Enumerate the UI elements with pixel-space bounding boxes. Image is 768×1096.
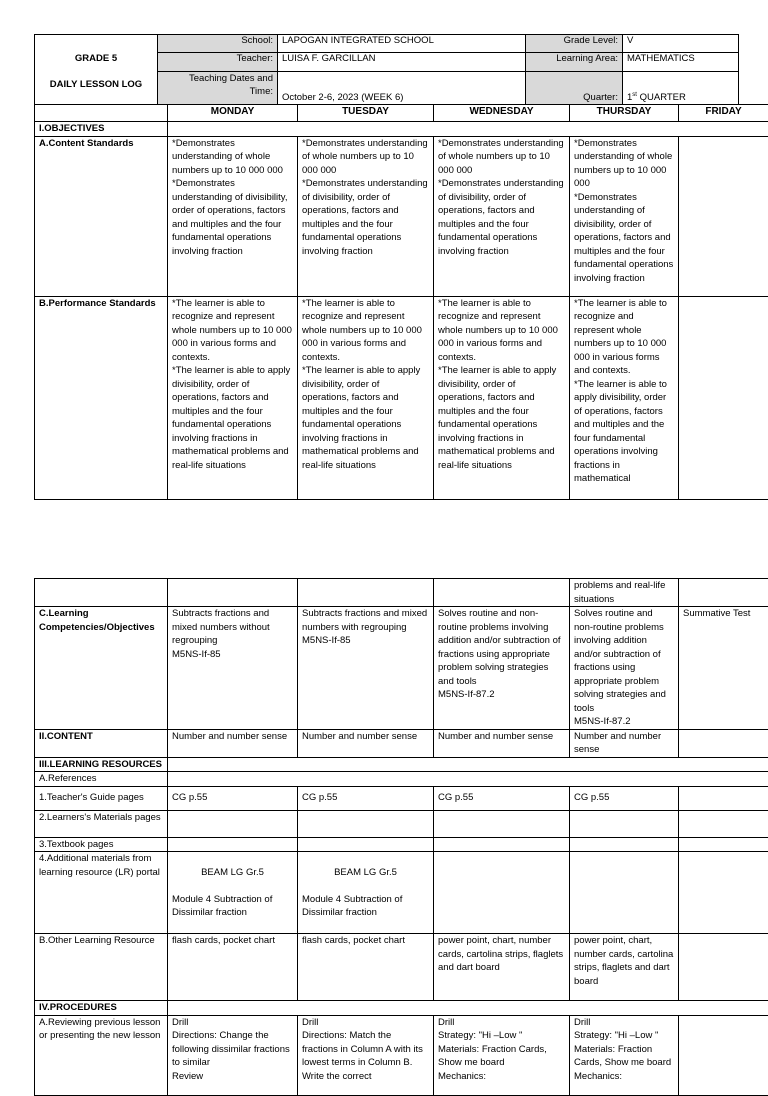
lesson-table-page1	[34, 104, 768, 500]
beam-title-monday: BEAM LG Gr.5	[172, 866, 293, 880]
performance-standards-thursday: *The learner is able to recognize and represent whole numbers up to 10 000 000 in various forms and contexts. *The learner is able to apply divisibility, order of operations, factors and multiples and the four fundamental operations involving fractions in mathematical	[570, 296, 679, 499]
other-resources-label: B.Other Learning Resource	[35, 934, 168, 1001]
additional-materials-wednesday	[434, 852, 570, 934]
reviewing-friday	[679, 1015, 768, 1095]
content-standards-row	[35, 136, 768, 296]
quarter-number: 1	[627, 92, 632, 103]
content-row	[35, 729, 768, 757]
quarter-value	[623, 71, 739, 104]
quarter-text: QUARTER	[637, 92, 686, 103]
reviewing-label: A.Reviewing previous lesson or presenting the new lesson	[35, 1015, 168, 1095]
procedures-heading: IV.PROCEDURES	[35, 1001, 168, 1016]
additional-materials-label: 4.Additional materials from learning resource (LR) portal	[35, 852, 168, 934]
teacher-value: LUISA F. GARCILLAN	[278, 53, 526, 71]
quarter-label: Quarter:	[526, 71, 623, 104]
teachers-guide-label: 1.Teacher's Guide pages	[35, 786, 168, 810]
dates-label: Teaching Dates and Time:	[158, 71, 278, 104]
additional-materials-row	[35, 852, 768, 934]
competencies-tuesday: Subtracts fractions and mixed numbers with regrouping M5NS-If-85	[298, 607, 434, 730]
carry-over-thursday: problems and real-life situations	[570, 579, 679, 607]
day-friday: FRIDAY	[679, 105, 768, 122]
day-header-row	[35, 105, 768, 122]
learners-materials-row	[35, 810, 768, 837]
content-label: II.CONTENT	[35, 729, 168, 757]
day-thursday: THURSDAY	[570, 105, 679, 122]
grade-level-label: Grade Level:	[526, 35, 623, 53]
reviewing-row	[35, 1015, 768, 1095]
references-heading: A.References	[35, 772, 168, 787]
content-standards-monday: *Demonstrates understanding of whole numbers up to 10 000 000 *Demonstrates understanding of divisibility, order of operations, factors and multiples and the four fundamental operations involving fraction	[168, 136, 298, 296]
carry-over-tuesday	[298, 579, 434, 607]
learners-materials-label: 2.Learners's Materials pages	[35, 810, 168, 837]
content-wednesday: Number and number sense	[434, 729, 570, 757]
objectives-heading: I.OBJECTIVES	[35, 122, 168, 137]
content-standards-tuesday: *Demonstrates understanding of whole numbers up to 10 000 000 *Demonstrates understanding of divisibility, order of operations, factors and multiples and the four fundamental operations involving fraction	[298, 136, 434, 296]
teachers-guide-row	[35, 786, 768, 810]
reviewing-thursday: Drill Strategy: "Hi –Low " Materials: Fraction Cards, Show me board Mechanics:	[570, 1015, 679, 1095]
performance-standards-row	[35, 296, 768, 499]
teachers-guide-friday	[679, 786, 768, 810]
content-thursday: Number and number sense	[570, 729, 679, 757]
lesson-table-page2	[34, 578, 768, 1096]
textbook-row	[35, 837, 768, 852]
other-resources-row	[35, 934, 768, 1001]
carry-over-wednesday	[434, 579, 570, 607]
quarter-suffix: st	[632, 92, 637, 98]
learning-area-label: Learning Area:	[526, 53, 623, 71]
other-resources-thursday: power point, chart, number cards, cartolina strips, flaglets and dart board	[570, 934, 679, 1001]
performance-standards-wednesday: *The learner is able to recognize and represent whole numbers up to 10 000 000 in various forms and contexts. *The learner is able to apply divisibility, order of operations, factors and multiples and the four fundamental operations involving fractions in mathematical problems and real-life situations	[434, 296, 570, 499]
teachers-guide-wednesday: CG p.55	[434, 786, 570, 810]
module-monday: Module 4 Subtraction of Dissimilar fraction	[172, 893, 293, 920]
day-wednesday: WEDNESDAY	[434, 105, 570, 122]
day-monday: MONDAY	[168, 105, 298, 122]
teachers-guide-monday: CG p.55	[168, 786, 298, 810]
content-standards-thursday: *Demonstrates understanding of whole numbers up to 10 000 000 *Demonstrates understanding of divisibility, order of operations, factors and multiples and the four fundamental operations involving fraction	[570, 136, 679, 296]
competencies-thursday: Solves routine and non-routine problems involving addition and/or subtraction of fractions using appropriate problem solving strategies and tools M5NS-If-87.2	[570, 607, 679, 730]
competencies-wednesday: Solves routine and non-routine problems involving addition and/or subtraction of fractions using appropriate problem solving strategies and tools M5NS-If-87.2	[434, 607, 570, 730]
content-standards-wednesday: *Demonstrates understanding of whole numbers up to 10 000 000 *Demonstrates understanding of divisibility, order of operations, factors and multiples and the four fundamental operations involving fraction	[434, 136, 570, 296]
teachers-guide-thursday: CG p.55	[570, 786, 679, 810]
learning-area-value: MATHEMATICS	[623, 53, 739, 71]
performance-standards-monday: *The learner is able to recognize and represent whole numbers up to 10 000 000 in various forms and contexts. *The learner is able to apply divisibility, order of operations, factors and multiples and the four fundamental operations involving fractions in mathematical problems and real-life situations	[168, 296, 298, 499]
reviewing-tuesday: Drill Directions: Match the fractions in Column A with its lowest terms in Column B. Write the correct	[298, 1015, 434, 1095]
content-standards-friday	[679, 136, 768, 296]
content-tuesday: Number and number sense	[298, 729, 434, 757]
grade-level-value: V	[623, 35, 739, 53]
other-resources-friday	[679, 934, 768, 1001]
beam-title-tuesday: BEAM LG Gr.5	[302, 866, 429, 880]
content-monday: Number and number sense	[168, 729, 298, 757]
content-standards-label: A.Content Standards	[35, 136, 168, 296]
carry-over-friday	[679, 579, 768, 607]
other-resources-monday: flash cards, pocket chart	[168, 934, 298, 1001]
teachers-guide-tuesday: CG p.55	[298, 786, 434, 810]
competencies-row	[35, 607, 768, 730]
reviewing-wednesday: Drill Strategy: "Hi –Low " Materials: Fraction Cards, Show me board Mechanics:	[434, 1015, 570, 1095]
module-tuesday: Module 4 Subtraction of Dissimilar fraction	[302, 893, 429, 920]
grade-label: GRADE 5	[39, 52, 153, 65]
grade-title-cell	[35, 35, 158, 105]
competencies-monday: Subtracts fractions and mixed numbers without regrouping M5NS-If-85	[168, 607, 298, 730]
log-title: DAILY LESSON LOG	[39, 78, 153, 91]
textbook-label: 3.Textbook pages	[35, 837, 168, 852]
dates-value: October 2-6, 2023 (WEEK 6)	[278, 71, 526, 104]
other-resources-tuesday: flash cards, pocket chart	[298, 934, 434, 1001]
additional-materials-thursday	[570, 852, 679, 934]
additional-materials-friday	[679, 852, 768, 934]
content-friday	[679, 729, 768, 757]
performance-standards-friday	[679, 296, 768, 499]
carry-over-monday	[168, 579, 298, 607]
teacher-label: Teacher:	[158, 53, 278, 71]
other-resources-wednesday: power point, chart, number cards, cartolina strips, flaglets and dart board	[434, 934, 570, 1001]
additional-materials-monday	[168, 852, 298, 934]
competencies-friday: Summative Test	[679, 607, 768, 730]
performance-standards-label: B.Performance Standards	[35, 296, 168, 499]
competencies-label: C.Learning Competencies/Objectives	[35, 607, 168, 730]
header-table	[34, 34, 739, 105]
school-value: LAPOGAN INTEGRATED SCHOOL	[278, 35, 526, 53]
reviewing-monday: Drill Directions: Change the following dissimilar fractions to similar Review	[168, 1015, 298, 1095]
resources-heading: III.LEARNING RESOURCES	[35, 757, 168, 772]
carry-over-row	[35, 579, 768, 607]
school-label: School:	[158, 35, 278, 53]
day-tuesday: TUESDAY	[298, 105, 434, 122]
performance-standards-tuesday: *The learner is able to recognize and represent whole numbers up to 10 000 000 in various forms and contexts. *The learner is able to apply divisibility, order of operations, factors and multiples and the four fundamental operations involving fractions in mathematical problems and real-life situations	[298, 296, 434, 499]
additional-materials-tuesday	[298, 852, 434, 934]
